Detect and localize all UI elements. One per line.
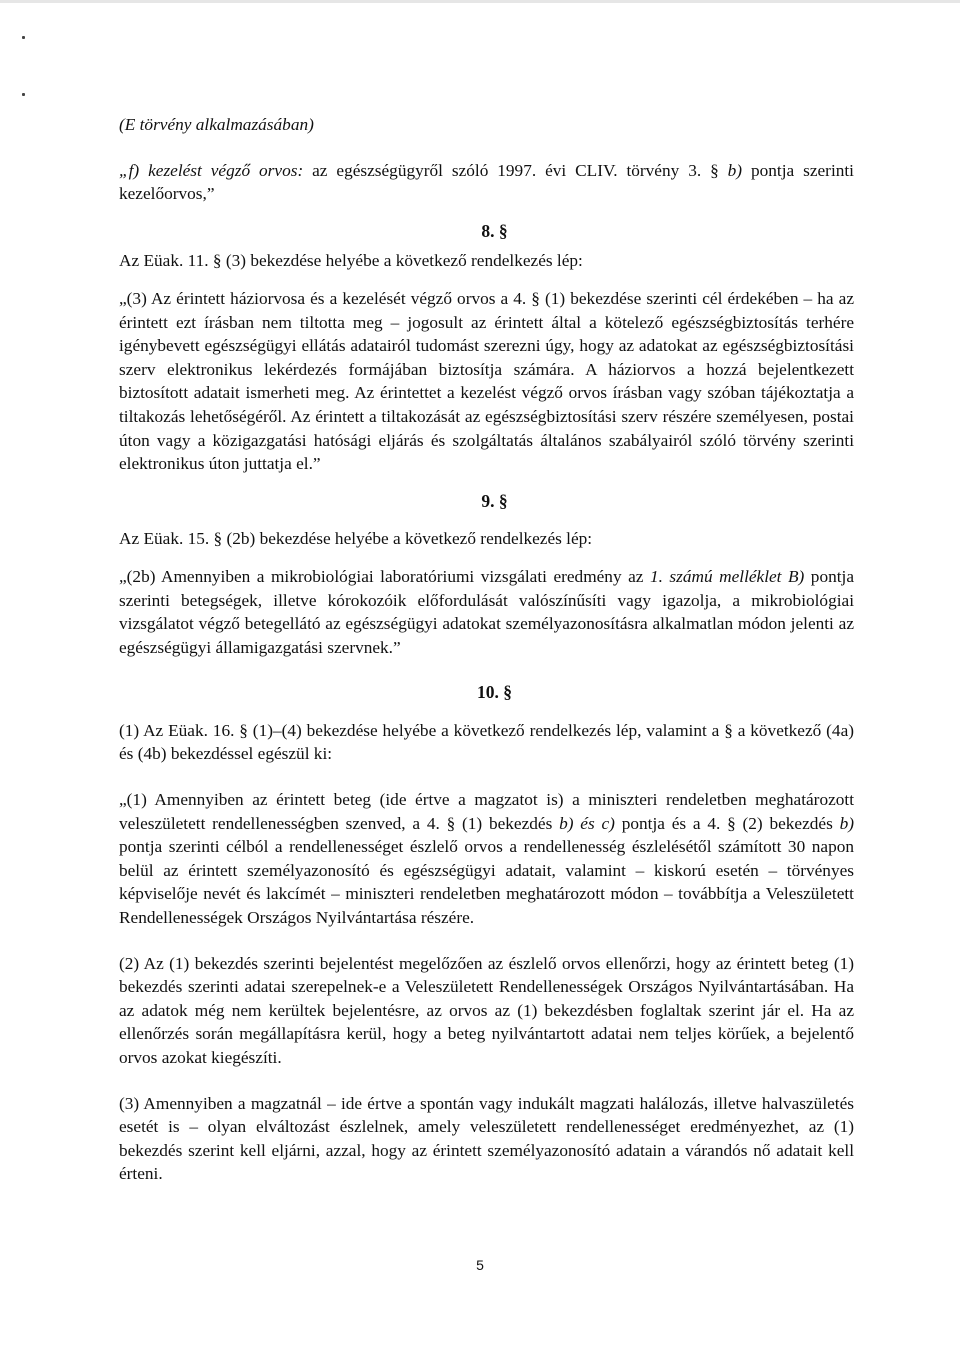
section-9-title: 9. § — [481, 490, 508, 511]
definition-f: „f) kezelést végző orvos: az egészségügyről szóló 1997. évi CLIV. törvény 3. § b) pontja szerinti kezelőorvos,” — [119, 160, 854, 204]
paragraph-2: (2) Az (1) bekezdés szerinti bejelentést megelőzően az észlelő orvos ellenőrzi, hogy az érintett beteg (1) bekezdés szerinti adatai szerepelnek-e a Veleszületett Rendellenességek Országos Nyilvántartásában. Ha az adatok még nem kerültek bejelentésre, az orvos az (1) bekezdésben foglaltak szerint jár el. Ha az ellenőrzés során megállapításra kerül, hogy a beteg nyilvántartott adatai nem teljes körűek, a bejelentő orvos azokat kiegészíti. — [119, 953, 854, 1067]
section-8-body: „(3) Az érintett háziorvosa és a kezelését végző orvos a 4. § (1) bekezdése szerinti cél érdekében – ha az érintett ezt írásban nem tiltotta meg – jogosult az érintett által a kötelező egészségbiztosítás terhére igénybevett egészségügyi ellátás adatairól tudomást szerezni úgy, hogy az adatokat az egészségbiztosítási szerv elektronikus lekérdezés formájában biztosítja számára. A háziorvos a hozzá bejelentkezett biztosított adatait ismerheti meg. Az érintettet a kezelést végző orvos írásban vagy szóban tájékoztatja a tiltakozás lehetőségéről. Az érintett a tiltakozását az egészségbiztosítási szerv részére személyesen, postai úton vagy a közigazgatási hatósági eljárás és szolgáltatás általános szabályairól szóló törvény szerinti elektronikus úton juttatja el.” — [119, 288, 854, 474]
scan-speck — [22, 93, 25, 96]
context-heading: (E törvény alkalmazásában) — [119, 115, 314, 134]
scan-edge — [0, 0, 960, 3]
scan-speck — [22, 36, 25, 39]
page-number: 5 — [476, 1257, 484, 1273]
document-body — [119, 113, 854, 1186]
paragraph-3: (3) Amennyiben a magzatnál – ide értve a spontán vagy indukált magzati halálozás, illetve halvaszületés esetét is – olyan elváltozást észlelnek, amely veleszületett rendellenességet eredményezhet, az (1) bekezdés szerint kell eljárni, azzal, hogy az érintett személyazonosító adatain a várandós nő adatait kell érteni. — [119, 1093, 854, 1184]
section-8-title: 8. § — [481, 220, 508, 241]
section-8-intro: Az Eüak. 11. § (3) bekezdése helyébe a következő rendelkezés lép: — [119, 251, 583, 271]
defined-term: „f) kezelést végző orvos: — [119, 160, 304, 180]
section-10-title: 10. § — [477, 682, 512, 703]
section-10-intro: (1) Az Eüak. 16. § (1)–(4) bekezdése helyébe a következő rendelkezés lép, valamint a § a következő (4a) és (4b) bekezdéssel egészül ki: — [119, 720, 854, 764]
section-9-intro: Az Eüak. 15. § (2b) bekezdése helyébe a következő rendelkezés lép: — [119, 529, 593, 549]
section-9-body: „(2b) Amennyiben a mikrobiológiai laboratóriumi vizsgálati eredmény az 1. számú melléklet B) pontja szerinti betegségek, illetve kórokozóik előfordulását valószínűsíti vagy igazolja, a mikrobiológiai vizsgálatot végző betegellátó az egészségügyi adatokat személyazonosításra alkalmatlan módon jelenti az egészségügyi államigazgatási szervnek.” — [119, 566, 854, 657]
paragraph-1: „(1) Amennyiben az érintett beteg (ide értve a magzatot is) a miniszteri rendeletben meghatározott veleszületett rendellenességben szenved, a 4. § (1) bekezdés b) és c) pontja és a 4. § (2) bekezdés b) pontja szerinti célból a rendellenességet észlelő orvos a rendellenesség észlelésétől számított 30 napon belül az érintett személyazonosító és egészségügyi adatait, valamint – kiskorú esetén – törvényes képviselője nevét és lakcímét – miniszteri rendeletben meghatározott módon – továbbítja a Veleszületett Rendellenességek Országos Nyilvántartása részére. — [119, 790, 855, 928]
